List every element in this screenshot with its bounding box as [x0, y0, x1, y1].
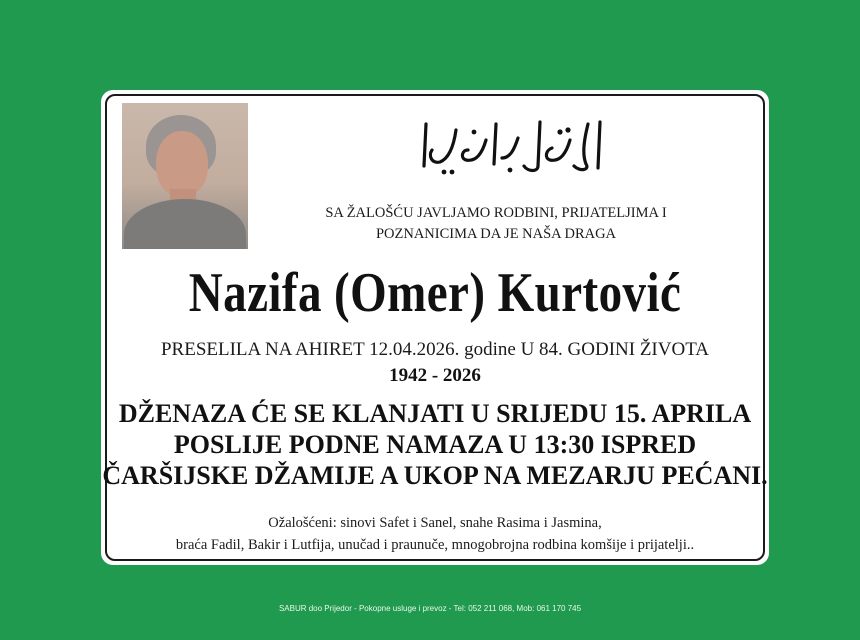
deceased-name: Nazifa (Omer) Kurtović [188, 262, 682, 324]
photo-face [156, 131, 208, 197]
intro-line-1: SA ŽALOŠĆU JAVLJAMO RODBINI, PRIJATELJIMA I [325, 205, 667, 221]
funeral-line-2: POSLIJE PODNE NAMAZA U 13:30 ISPRED [173, 430, 697, 459]
mourners-line-2: braća Fadil, Bakir i Lutfija, unučad i praunuče, mnogobrojna rodbina komšije i prijatelji.. [175, 537, 695, 553]
arabic-calligraphy-icon [410, 110, 610, 182]
photo-shoulders [124, 199, 246, 249]
portrait-photo [122, 103, 248, 249]
funeral-line-1: DŽENAZA ĆE SE KLANJATI U SRIJEDU 15. APRILA [118, 399, 752, 428]
date-of-death: PRESELILA NA AHIRET 12.04.2026. godine U 84. GODINI ŽIVOTA [160, 339, 710, 360]
funeral-details [101, 398, 769, 491]
funeral-line-3: ČARŠIJSKE DŽAMIJE A UKOP NA MEZARJU PEĆANI. [102, 461, 768, 490]
intro-line-2: POZNANICIMA DA JE NAŠA DRAGA [375, 226, 617, 242]
life-years: 1942 - 2026 [389, 365, 481, 386]
mourners-list [101, 512, 769, 556]
mourners-line-1: Ožalošćeni: sinovi Safet i Sanel, snahe Rasima i Jasmina, [268, 515, 602, 531]
intro-text [300, 203, 692, 245]
footer-contact: SABUR doo Prijedor - Pokopne usluge i prevoz - Tel: 052 211 068, Mob: 061 170 745 [278, 604, 582, 613]
